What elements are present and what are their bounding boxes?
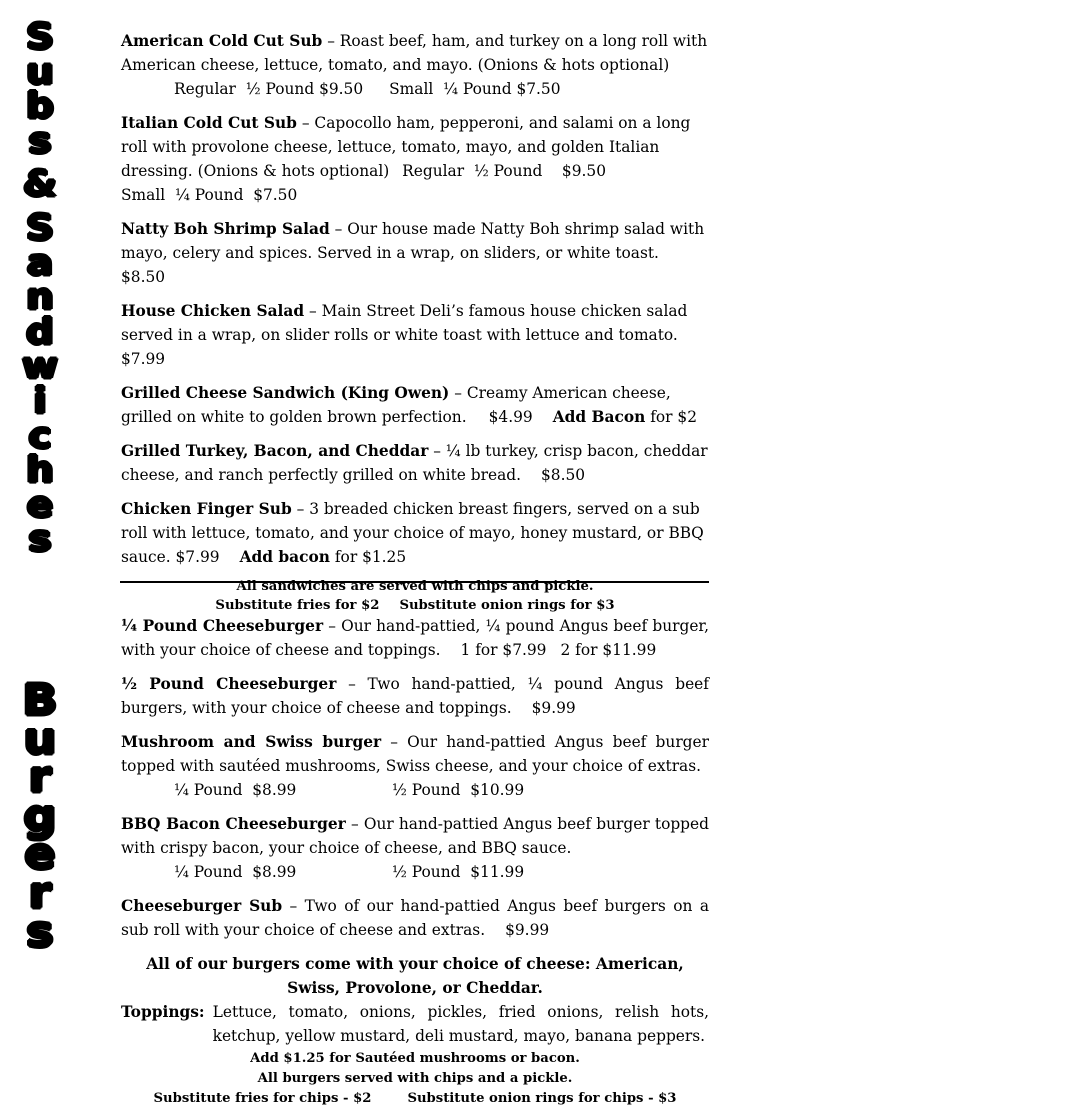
toppings-label: Toppings: <box>121 1003 205 1021</box>
item-name: Natty Boh Shrimp Salad <box>121 220 330 238</box>
sandwich-note-line2 <box>121 596 709 615</box>
item-description: – Two of our hand-pattied Angus beef burgers on a sub roll with your choice of cheese and extras. <box>121 897 709 939</box>
burgers-vertical-title <box>0 674 80 957</box>
price-small: Small ¼ Pound $7.50 <box>389 80 561 98</box>
price-half: ½ Pound $10.99 <box>392 781 525 799</box>
title-letter: u <box>23 713 57 764</box>
item-description: – Our hand-pattied Angus beef burger topped with crispy bacon, your choice of cheese, and BBQ sauce. <box>121 815 709 857</box>
price-quarter: ¼ Pound $8.99 <box>174 781 297 799</box>
burger-note-addon: Add $1.25 for Sautéed mushrooms or bacon. <box>250 1051 580 1066</box>
menu-item-quarter-pound-cheeseburger <box>121 614 709 662</box>
title-letter: c <box>28 415 52 457</box>
title-letter: e <box>26 484 54 526</box>
cheese-note: All of our burgers come with your choice of cheese: American, Swiss, Provolone, or Cheddar. <box>146 955 684 997</box>
item-price: $9.99 <box>505 921 550 939</box>
price-small: Small ¼ Pound $7.50 <box>121 186 298 204</box>
item-name: BBQ Bacon Cheeseburger <box>121 815 346 833</box>
menu-item-grilled-turkey <box>121 439 709 487</box>
title-letter: S <box>25 207 55 249</box>
title-letter: h <box>26 449 54 492</box>
burger-notes <box>121 1049 709 1109</box>
title-letter: g <box>23 790 57 841</box>
addon-price: for $2 <box>645 408 698 426</box>
title-letter: i <box>33 380 47 422</box>
item-description: – Two hand-pattied, ¼ pound Angus beef burgers, with your choice of cheese and toppings. <box>121 675 709 717</box>
item-description: – Main Street Deli’s famous house chicken salad served in a wrap, on slider rolls or white toast with lettuce and tomato. <box>121 302 688 344</box>
menu-item-grilled-cheese <box>121 381 709 429</box>
title-letter: d <box>26 311 54 353</box>
item-name: Chicken Finger Sub <box>121 500 292 518</box>
item-name: Cheeseburger Sub <box>121 897 283 915</box>
item-price: $8.50 <box>541 466 586 484</box>
toppings <box>121 1000 709 1048</box>
title-letter: s <box>26 906 54 957</box>
burgers-section <box>121 614 709 1109</box>
item-name: House Chicken Salad <box>121 302 305 320</box>
item-price: $8.50 <box>121 268 166 286</box>
item-name: American Cold Cut Sub <box>121 32 323 50</box>
price-two: 2 for $11.99 <box>560 641 657 659</box>
item-price: $4.99 <box>488 408 533 426</box>
item-name: Grilled Turkey, Bacon, and Cheddar <box>121 442 429 460</box>
item-description: – Our house made Natty Boh shrimp salad with mayo, celery and spices. Served in a wrap, on sliders, or white toast. <box>121 220 705 262</box>
title-letter: e <box>24 829 56 879</box>
substitute-onion-rings: Substitute onion rings for chips - $3 <box>407 1091 677 1106</box>
item-name: Mushroom and Swiss burger <box>121 733 382 751</box>
title-letter: & <box>22 163 57 206</box>
menu-item-house-chicken-salad <box>121 299 709 371</box>
price-line <box>121 778 709 802</box>
burger-note-chips: All burgers served with chips and a pickle. <box>257 1071 573 1086</box>
title-letter: r <box>28 752 52 802</box>
item-price: $7.99 <box>121 350 166 368</box>
title-letter: r <box>28 867 52 918</box>
addon-price: for $1.25 <box>329 548 407 566</box>
title-letter: S <box>25 16 55 59</box>
price-regular: Regular ½ Pound $9.50 <box>174 80 364 98</box>
title-letter: B <box>22 674 58 725</box>
menu-item-italian-cold-cut <box>121 111 709 207</box>
price-line <box>121 77 709 101</box>
toppings-list: Lettuce, tomato, onions, pickles, fried onions, relish hots, ketchup, yellow mustard, deli mustard, mayo, banana peppers. <box>212 1003 709 1045</box>
item-description: – Capocollo ham, pepperoni, and salami on a long roll with provolone cheese, lettuce, tomato, mayo, and golden Italian dressing. (Onions & hots optional) <box>121 114 691 180</box>
item-name: ¼ Pound Cheeseburger <box>121 617 324 635</box>
title-letter: u <box>26 51 54 93</box>
title-letter: w <box>21 345 59 388</box>
item-description: – 3 breaded chicken breast fingers, served on a sub roll with lettuce, tomato, and your choice of mayo, honey mustard, or BBQ sauce. <box>121 500 704 566</box>
menu-item-chicken-finger-sub <box>121 497 709 569</box>
menu-item-bbq-bacon-cheeseburger <box>121 812 709 884</box>
menu-item-half-pound-cheeseburger <box>121 672 709 720</box>
subs-section <box>121 29 709 615</box>
substitute-fries: Substitute fries for chips - $2 <box>153 1091 372 1106</box>
item-price: $7.99 <box>175 548 220 566</box>
menu-item-american-cold-cut <box>121 29 709 101</box>
item-price: $9.99 <box>531 699 576 717</box>
addon-label: Add bacon <box>239 548 330 566</box>
item-name: Italian Cold Cut Sub <box>121 114 297 132</box>
menu-item-mushroom-swiss-burger <box>121 730 709 802</box>
item-description: – Our hand-pattied Angus beef burger topped with sautéed mushrooms, Swiss cheese, and your choice of extras. <box>121 733 709 775</box>
item-description: – Creamy American cheese, grilled on white to golden brown perfection. <box>121 384 671 426</box>
title-letter: s <box>28 120 52 162</box>
item-name: ½ Pound Cheeseburger <box>121 675 337 693</box>
section-divider <box>120 581 709 583</box>
price-one: 1 for $7.99 <box>460 641 547 659</box>
item-description: – ¼ lb turkey, crisp bacon, cheddar cheese, and ranch perfectly grilled on white bread. <box>121 442 708 484</box>
price-line <box>121 860 709 884</box>
title-letter: b <box>26 85 54 128</box>
price-regular: Regular ½ Pound $9.50 <box>402 162 606 180</box>
item-description: – Roast beef, ham, and turkey on a long roll with American cheese, lettuce, tomato, and mayo. (Onions & hots optional) <box>121 32 708 74</box>
title-letter: s <box>28 518 52 561</box>
price-quarter: ¼ Pound $8.99 <box>174 863 297 881</box>
subs-sandwiches-vertical-title <box>0 16 80 561</box>
sandwich-note-line1: All sandwiches are served with chips and pickle. <box>236 579 594 594</box>
title-letter: n <box>26 276 54 319</box>
burger-note-substitute <box>121 1089 709 1109</box>
substitute-fries: Substitute fries for $2 <box>215 598 380 613</box>
item-name: Grilled Cheese Sandwich (King Owen) <box>121 384 450 402</box>
item-description: – Our hand-pattied, ¼ pound Angus beef burger, with your choice of cheese and toppings. <box>121 617 709 659</box>
menu-item-shrimp-salad <box>121 217 709 289</box>
title-letter: a <box>26 242 54 284</box>
menu-item-cheeseburger-sub <box>121 894 709 942</box>
substitute-onion-rings: Substitute onion rings for $3 <box>399 598 615 613</box>
addon-label: Add Bacon <box>552 408 646 426</box>
price-half: ½ Pound $11.99 <box>392 863 525 881</box>
